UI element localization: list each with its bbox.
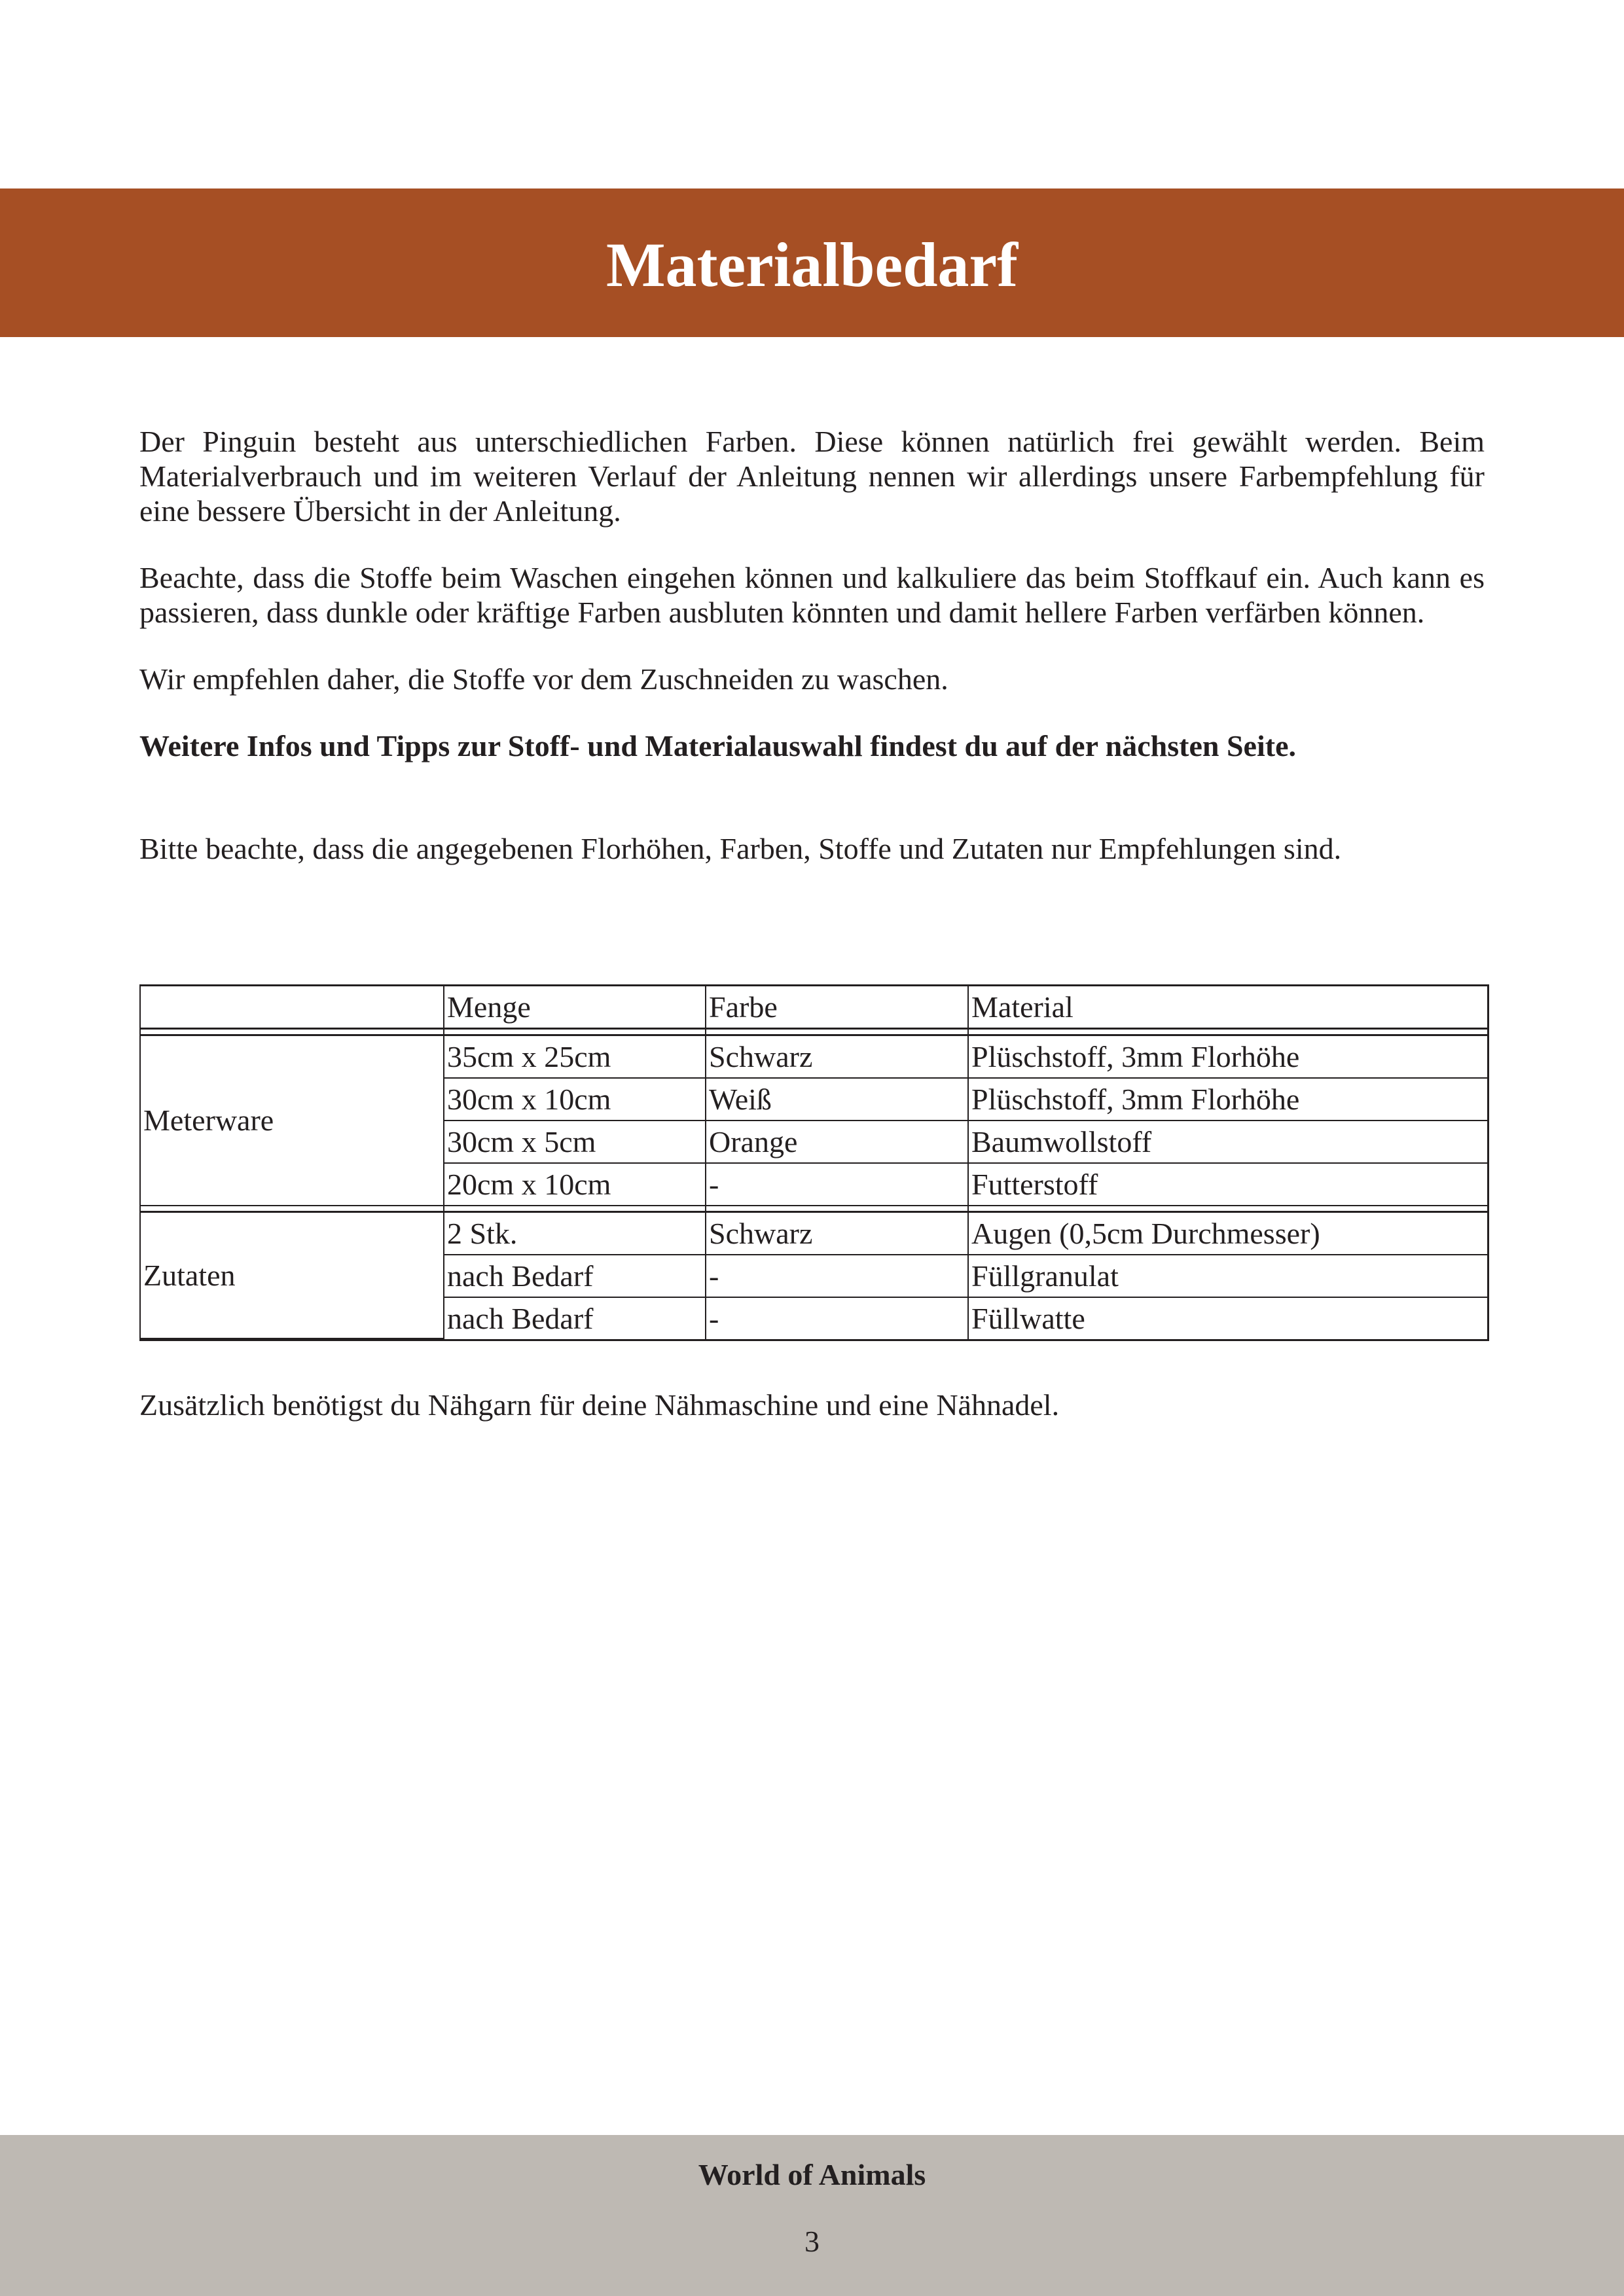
group-label-zutaten: Zutaten	[141, 1213, 444, 1339]
cell-menge: nach Bedarf	[444, 1255, 706, 1298]
footer-brand: World of Animals	[698, 2158, 926, 2191]
table-spacer	[141, 1030, 1487, 1036]
paragraph-washing: Beachte, dass die Stoffe beim Waschen eingehen können und kalkuliere das beim Stoffkauf ein. Auch kann es passieren, dass dunkle oder kräftige Farben ausbluten könnten und damit hellere Farben verfärben können.	[139, 561, 1485, 629]
paragraph-recommendation: Wir empfehlen daher, die Stoffe vor dem Zuschneiden zu waschen.	[139, 662, 948, 696]
header-cell-farbe: Farbe	[706, 986, 969, 1030]
cell-material: Füllgranulat	[969, 1255, 1487, 1298]
cell-material: Füllwatte	[971, 1301, 1085, 1335]
cell-menge: 35cm x 25cm	[444, 1036, 706, 1079]
cell-material: Plüschstoff, 3mm Florhöhe	[969, 1036, 1487, 1079]
cell-farbe: Orange	[706, 1121, 969, 1164]
paragraph-disclaimer: Bitte beachte, dass die angegebenen Florhöhen, Farben, Stoffe und Zutaten nur Empfehlungen sind.	[139, 832, 1342, 865]
cell-menge: 30cm x 10cm	[444, 1079, 706, 1121]
header-cell-material: Material	[969, 986, 1487, 1030]
intro-text	[139, 424, 1485, 898]
materials-table	[139, 984, 1489, 1341]
group-label-meterware: Meterware	[141, 1036, 444, 1206]
paragraph-colors: Der Pinguin besteht aus unterschiedlichen Farben. Diese können natürlich frei gewählt werden. Beim Materialverbrauch und im weiteren Verlauf der Anleitung nennen wir allerdings unsere Farbempfehlung für eine bessere Übersicht in der Anleitung.	[139, 425, 1485, 528]
table-header-row	[141, 986, 1487, 1030]
cell-material: Plüschstoff, 3mm Florhöhe	[969, 1079, 1487, 1121]
page-footer	[0, 2135, 1624, 2296]
closing-note: Zusätzlich benötigst du Nähgarn für deine Nähmaschine und eine Nähnadel.	[139, 1388, 1060, 1422]
cell-farbe: -	[706, 1164, 969, 1206]
header-band	[0, 188, 1624, 337]
cell-farbe: -	[706, 1298, 969, 1339]
cell-material: Futterstoff	[969, 1164, 1487, 1206]
paragraph-more-info: Weitere Infos und Tipps zur Stoff- und Materialauswahl findest du auf der nächsten Seite.	[139, 729, 1296, 762]
cell-farbe: Weiß	[706, 1079, 969, 1121]
table-row	[141, 1213, 1487, 1255]
cell-menge: nach Bedarf	[444, 1298, 706, 1339]
cell-menge: 20cm x 10cm	[444, 1164, 706, 1206]
cell-material: Baumwollstoff	[969, 1121, 1487, 1164]
cell-menge: 2 Stk.	[444, 1213, 706, 1255]
cell-material: Augen (0,5cm Durchmesser)	[969, 1213, 1487, 1255]
cell-farbe: -	[706, 1255, 969, 1298]
header-cell-menge: Menge	[444, 986, 706, 1030]
cell-farbe: Schwarz	[706, 1213, 969, 1255]
header-cell-empty	[141, 986, 444, 1030]
page-number: 3	[804, 2225, 820, 2258]
table-row	[141, 1036, 1487, 1079]
cell-menge: 30cm x 5cm	[444, 1121, 706, 1164]
page-title: Materialbedarf	[605, 229, 1019, 300]
table-spacer	[141, 1206, 1487, 1213]
cell-farbe: Schwarz	[706, 1036, 969, 1079]
